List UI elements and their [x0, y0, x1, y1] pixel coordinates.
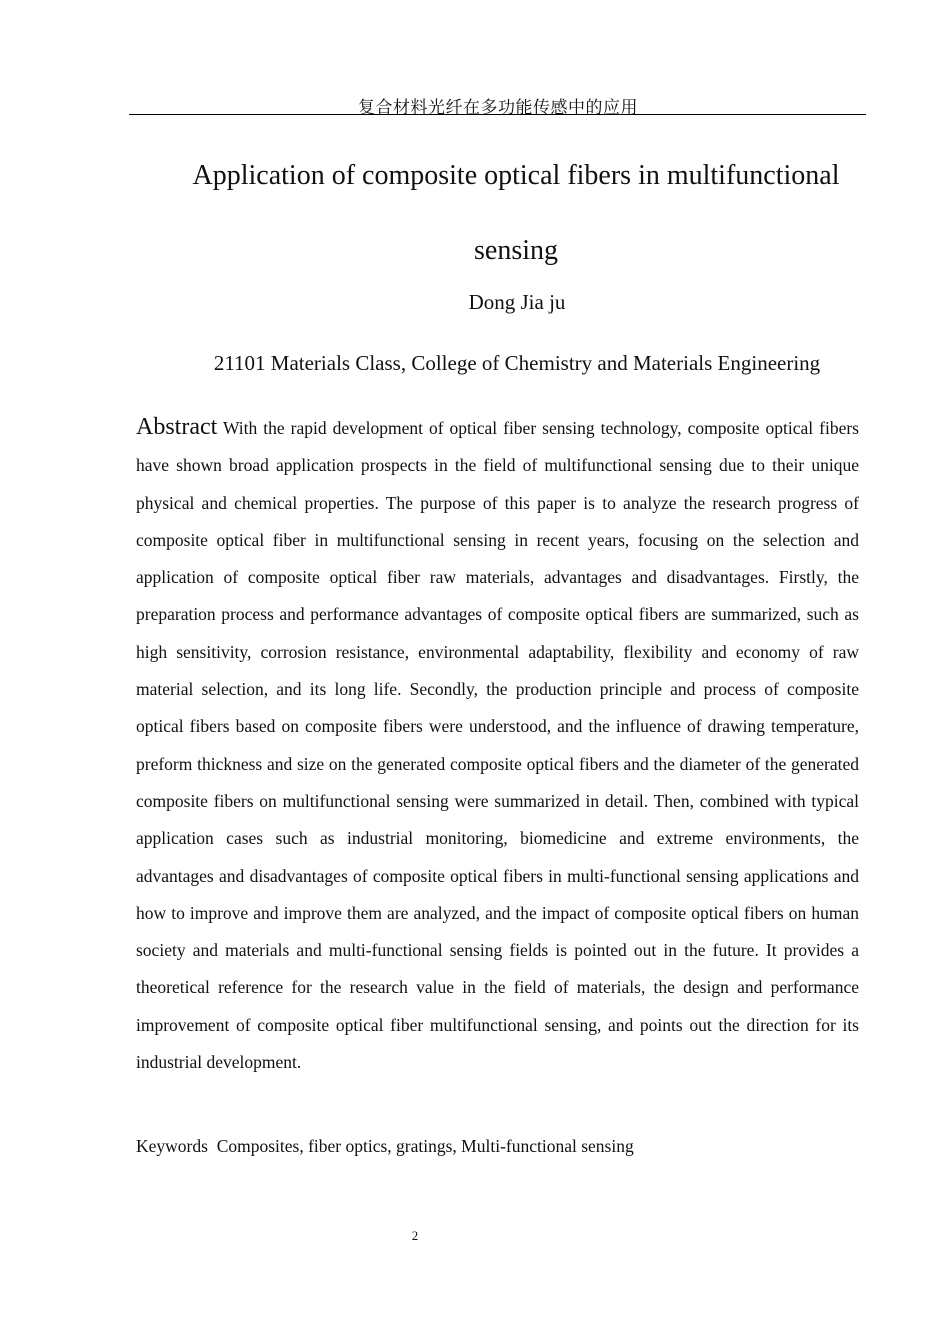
- abstract-paragraph: [136, 409, 859, 1081]
- abstract-body: With the rapid development of optical fiber sensing technology, composite optical fibers have shown broad application prospects in the field of multifunctional sensing due to their unique physical and chemical properties. The purpose of this paper is to analyze the research progress of composite optical fiber in multifunctional sensing in recent years, focusing on the selection and application of composite optical fiber raw materials, advantages and disadvantages. Firstly, the preparation process and performance advantages of composite optical fibers are summarized, such as high sensitivity, corrosion resistance, environmental adaptability, flexibility and economy of raw material selection, and its long life. Secondly, the production principle and process of composite optical fibers based on composite fibers were understood, and the influence of drawing temperature, preform thickness and size on the generated composite optical fibers and the diameter of the generated composite fibers on multifunctional sensing were summarized in detail. Then, combined with typical application cases such as industrial monitoring, biomedicine and extreme environments, the advantages and disadvantages of composite optical fibers in multi-functional sensing applications and how to improve and improve them are analyzed, and the impact of composite optical fibers on human society and materials and multi-functional sensing fields is pointed out in the future. It provides a theoretical reference for the research value in the field of materials, the design and performance improvement of composite optical fiber multifunctional sensing, and points out the direction for its industrial development.: [136, 418, 859, 1073]
- keywords-line: [136, 1136, 859, 1157]
- keywords-label: Keywords: [136, 1136, 208, 1156]
- author-name: Dong Jia ju: [468, 290, 566, 314]
- abstract-heading: Abstract: [136, 414, 218, 440]
- page-number: 2: [411, 1228, 419, 1243]
- paper-title: Application of composite optical fibers in multifunctional sensing: [192, 160, 840, 266]
- header-divider: [129, 114, 866, 115]
- keywords-list: Composites, fiber optics, gratings, Multi-functional sensing: [216, 1136, 634, 1156]
- running-header-title: 复合材料光纤在多功能传感中的应用: [358, 98, 638, 118]
- author-affiliation: 21101 Materials Class, College of Chemistry and Materials Engineering: [213, 351, 821, 375]
